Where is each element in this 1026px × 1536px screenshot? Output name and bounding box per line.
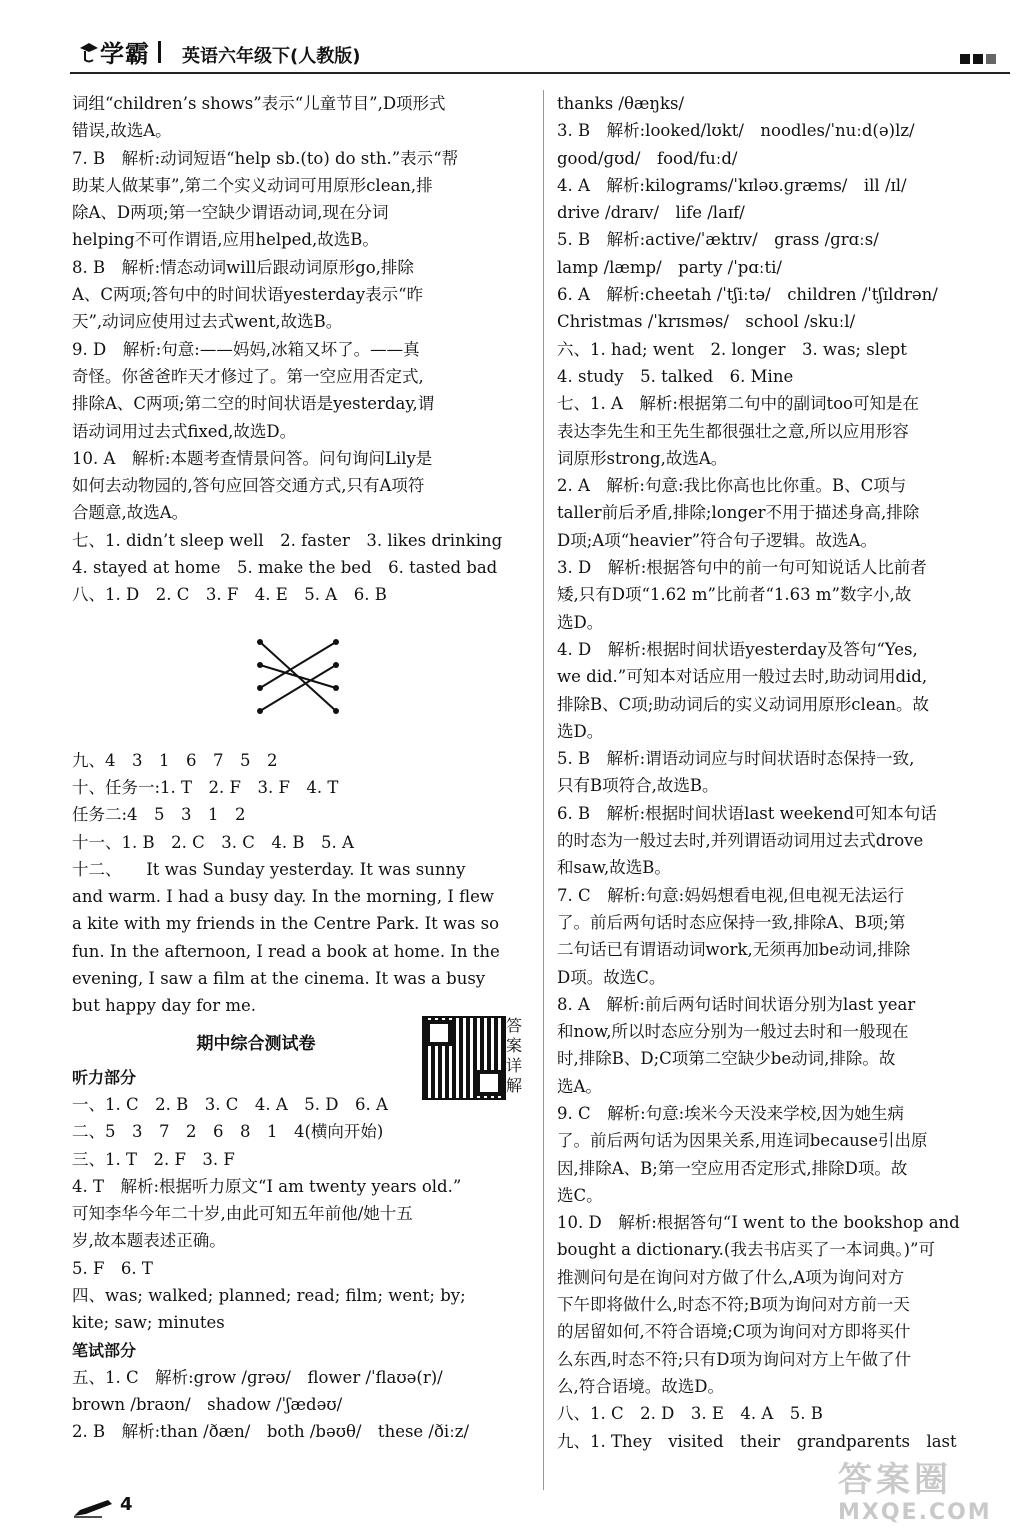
book-title: 英语六年级下(人教版)	[182, 46, 361, 67]
text-line: we did.”可知本对话应用一般过去时,助动词用did,	[557, 667, 928, 687]
watermark-text: 答案圈	[838, 1460, 952, 1500]
text-line: 天”,动词应使用过去式went,故选B。	[72, 312, 343, 332]
text-line: D项;A项“heavier”符合句子逻辑。故选A。	[557, 530, 877, 550]
text-line: 2. B 解析:than /ðæn/ both /bəʊθ/ these /ðiːz/	[72, 1422, 470, 1442]
written-heading: 笔试部分	[72, 1340, 137, 1360]
text-line: 十一、1. B 2. C 3. C 4. B 5. A	[72, 832, 354, 852]
text-line: 9. C 解析:句意:埃米今天没来学校,因为她生病	[557, 1103, 904, 1123]
text-line: 了。前后两句话为因果关系,用连词because引出原	[557, 1131, 928, 1151]
text-line: but happy day for me.	[72, 996, 257, 1016]
qr-label: 答案详解	[506, 1016, 523, 1095]
brand-logo	[78, 34, 161, 69]
text-line: 的居留如何,不符合语境;C项为询问对方即将买什	[557, 1322, 911, 1342]
text-line: 词原形strong,故选A。	[557, 448, 728, 468]
text-line: lamp /læmp/ party /ˈpɑːti/	[557, 257, 782, 277]
matching-lines-diagram	[248, 632, 348, 732]
text-line: 表达李先生和王先生都很强壮之意,所以应用形容	[557, 421, 909, 441]
pen-icon	[72, 1498, 116, 1518]
text-line: 7. B 解析:动词短语“help sb.(to) do sth.”表示“帮	[72, 148, 459, 168]
text-line: 么,符合语境。故选D。	[557, 1376, 724, 1396]
text-line: 4. study 5. talked 6. Mine	[557, 366, 794, 386]
text-line: 下午即将做什么,时态不符;B项为询问对方前一天	[557, 1295, 910, 1315]
text-line: 8. B 解析:情态动词will后跟动词原形go,排除	[72, 257, 414, 277]
text-line: 时,排除B、D;C项第二空缺少be动词,排除。故	[557, 1049, 896, 1069]
text-line: 任务二:4 5 3 1 2	[72, 805, 246, 825]
text-line: 八、1. C 2. D 3. E 4. A 5. B	[557, 1404, 823, 1424]
text-line: 二句话已有谓语动词work,无须再加be动词,排除	[557, 940, 911, 960]
logo-divider	[158, 41, 161, 63]
logo-text: 学霸	[100, 40, 150, 68]
text-line: 2. A 解析:句意:我比你高也比你重。B、C项与	[557, 476, 907, 496]
watermark-url: MXQE.COM	[838, 1500, 992, 1525]
text-line: kite; saw; minutes	[72, 1313, 225, 1333]
listening-heading: 听力部分	[72, 1067, 137, 1087]
text-line: good/ɡʊd/ food/fuːd/	[557, 148, 738, 168]
text-line: 词组“children’s shows”表示“儿童节目”,D项形式	[72, 94, 446, 113]
text-line: 岁,故本题表述正确。	[72, 1231, 226, 1251]
text-line: 除A、D两项;第一空缺少谓语动词,现在分词	[72, 203, 389, 223]
page-number: 4	[120, 1494, 133, 1515]
text-line: 二、5 3 7 2 6 8 1 4(横向开始)	[72, 1122, 384, 1142]
text-line: 十、任务一:1. T 2. F 3. F 4. T	[72, 777, 339, 797]
text-line: 排除B、C项;助动词后的实义动词用原形clean。故	[557, 694, 930, 714]
text-line: fun. In the afternoon, I read a book at home. In the	[72, 941, 500, 961]
text-line: 7. C 解析:句意:妈妈想看电视,但电视无法运行	[557, 885, 904, 905]
qr-code[interactable]	[422, 1016, 506, 1100]
column-divider	[543, 90, 544, 1490]
text-line: 一、1. C 2. B 3. C 4. A 5. D 6. A	[72, 1094, 388, 1114]
text-line: 3. D 解析:根据答句中的前一句可知说话人比前者	[557, 558, 927, 578]
text-line: 四、was; walked; planned; read; film; went; by;	[72, 1285, 466, 1305]
header-decoration	[960, 54, 996, 64]
graduation-cap-icon	[78, 40, 100, 64]
text-line: 助某人做某事”,第二个实义动词可用原形clean,排	[72, 175, 433, 195]
text-line: 七、1. didn’t sleep well 2. faster 3. likes drinking	[72, 530, 503, 550]
text-line: 九、1. They visited their grandparents last	[557, 1431, 957, 1451]
text-line: A、C两项;答句中的时间状语yesterday表示“昨	[72, 285, 424, 305]
text-line: brown /braʊn/ shadow /ˈʃædəʊ/	[72, 1395, 343, 1415]
text-line: 九、4 3 1 6 7 5 2	[72, 750, 278, 770]
text-line: drive /draɪv/ life /laɪf/	[557, 203, 745, 223]
text-line: 4. stayed at home 5. make the bed 6. tasted bad	[72, 558, 498, 578]
text-line: 10. D 解析:根据答句“I went to the bookshop and	[557, 1213, 960, 1233]
text-line: 七、1. A 解析:根据第二句中的副词too可知是在	[557, 394, 919, 414]
text-line: 5. B 解析:active/ˈæktɪv/ grass /ɡrɑːs/	[557, 230, 879, 250]
text-line: 10. A 解析:本题考查情景问答。问句询问Lily是	[72, 448, 433, 468]
text-line: 选A。	[557, 1076, 602, 1096]
text-line: 选C。	[557, 1185, 603, 1205]
text-line: 6. A 解析:cheetah /ˈtʃiːtə/ children /ˈtʃɪldrən/	[557, 285, 938, 305]
text-line: helping不可作谓语,应用helped,故选B。	[72, 230, 379, 250]
page-header	[70, 32, 1010, 74]
text-line: thanks /θæŋks/	[557, 94, 685, 113]
square-icon	[960, 54, 970, 64]
text-line: 矮,只有D项“1.62 m”比前者“1.63 m”数字小,故	[557, 585, 912, 605]
text-line: bought a dictionary.(我去书店买了一本词典。)”可	[557, 1240, 935, 1260]
text-line: 5. B 解析:谓语动词应与时间状语时态保持一致,	[557, 749, 915, 769]
text-line: 和now,所以时态应分别为一般过去时和一般现在	[557, 1022, 909, 1042]
left-column	[72, 90, 530, 1446]
text-line: 5. F 6. T	[72, 1258, 153, 1278]
text-line: taller前后矛盾,排除;longer不用于描述身高,排除	[557, 503, 920, 523]
text-line: 因,排除A、B;第一空应用否定形式,排除D项。故	[557, 1158, 908, 1178]
square-icon	[986, 54, 996, 64]
text-line: 语动词用过去式fixed,故选D。	[72, 421, 297, 441]
text-line: 错误,故选A。	[72, 121, 172, 141]
text-line: 选D。	[557, 612, 604, 632]
watermark-logo	[838, 1460, 1016, 1528]
answer-block-1	[72, 90, 530, 609]
answer-block-4	[72, 1364, 530, 1446]
text-line: 3. B 解析:looked/lʊkt/ noodles/ˈnuːd(ə)lz/	[557, 121, 915, 141]
text-line: 只有B项符合,故选B。	[557, 776, 719, 796]
text-line: 三、1. T 2. F 3. F	[72, 1149, 235, 1169]
text-line: evening, I saw a film at the cinema. It was a busy	[72, 969, 486, 989]
text-line: 十二、 It was Sunday yesterday. It was sunny	[72, 859, 466, 879]
text-line: 五、1. C 解析:grow /ɡrəʊ/ flower /ˈflaʊə(r)/	[72, 1367, 443, 1387]
text-line: 9. D 解析:句意:——妈妈,冰箱又坏了。——真	[72, 339, 420, 359]
text-line: 和saw,故选B。	[557, 858, 671, 878]
text-line: 推测问句是在询问对方做了什么,A项为询问对方	[557, 1267, 905, 1287]
text-line: a kite with my friends in the Centre Park. It was so	[72, 914, 500, 934]
text-line: 可知李华今年二十岁,由此可知五年前他/她十五	[72, 1204, 413, 1224]
text-line: 了。前后两句话时态应保持一致,排除A、B项;第	[557, 912, 906, 932]
text-line: 4. T 解析:根据听力原文“I am twenty years old.”	[72, 1176, 462, 1196]
text-line: 合题意,故选A。	[72, 503, 189, 523]
text-line: 么东西,时态不符;只有D项为询问对方上午做了什	[557, 1349, 912, 1369]
text-line: 6. B 解析:根据时间状语last weekend可知本句话	[557, 803, 937, 823]
text-line: 六、1. had; went 2. longer 3. was; slept	[557, 339, 907, 359]
text-line: 4. A 解析:kilograms/ˈkɪləʊ.ɡræms/ ill /ɪl/	[557, 175, 907, 195]
right-column	[557, 90, 1012, 1455]
text-line: Christmas /ˈkrɪsməs/ school /skuːl/	[557, 312, 856, 332]
text-line: 8. A 解析:前后两句话时间状语分别为last year	[557, 994, 916, 1014]
answer-block-2	[72, 747, 530, 1020]
square-icon	[973, 54, 983, 64]
answer-block-3	[72, 1091, 530, 1337]
text-line: 的时态为一般过去时,并列谓语动词用过去式drove	[557, 831, 924, 851]
section-title: 期中综合测试卷	[196, 1033, 316, 1054]
text-line: and warm. I had a busy day. In the morning, I flew	[72, 887, 494, 907]
text-line: 排除A、C两项;第二空的时间状语是yesterday,谓	[72, 394, 435, 414]
text-line: D项。故选C。	[557, 967, 666, 987]
text-line: 八、1. D 2. C 3. F 4. E 5. A 6. B	[72, 585, 387, 605]
text-line: 选D。	[557, 721, 604, 741]
text-line: 如何去动物园的,答句应回答交通方式,只有A项符	[72, 476, 425, 496]
text-line: 4. D 解析:根据时间状语yesterday及答句“Yes,	[557, 639, 918, 659]
text-line: 奇怪。你爸爸昨天才修过了。第一空应用否定式,	[72, 366, 424, 386]
